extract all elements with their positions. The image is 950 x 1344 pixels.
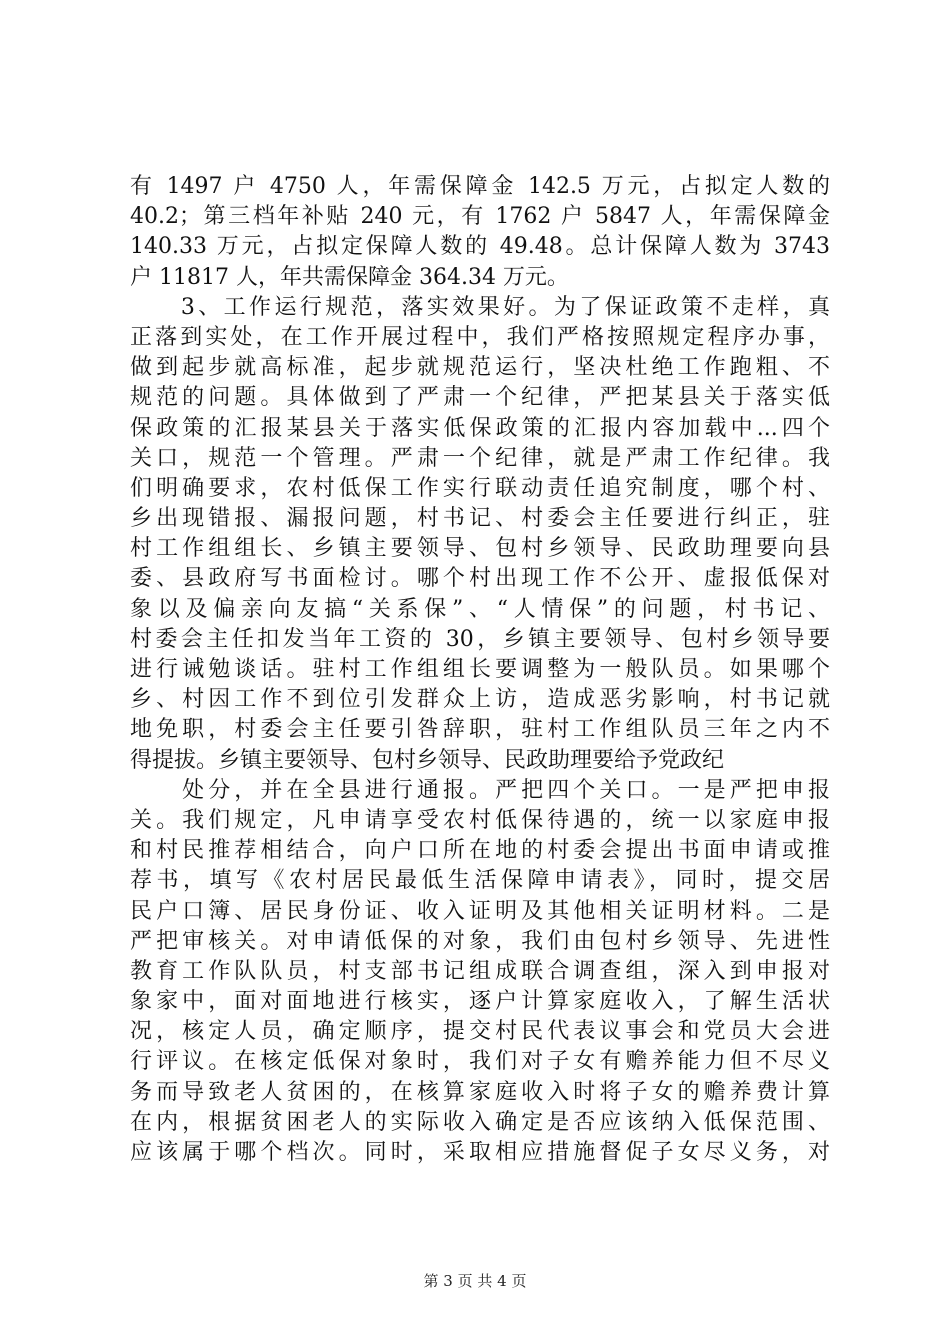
text-line: 荐书，填写《农村居民最低生活保障申请表》，同时，提交居 xyxy=(130,868,830,894)
text-line: 有 1497 户 4750 人，年需保障金 142.5 万元，占拟定人数的 xyxy=(130,174,830,199)
text-line: 得提拔。乡镇主要领导、包村乡领导、民政助理要给予党政纪 xyxy=(130,747,725,773)
text-line: 乡、村因工作不到位引发群众上访，造成恶劣影响，村书记就 xyxy=(130,687,830,713)
text-line: 严把审核关。对申请低保的对象，我们由包村乡领导、先进性 xyxy=(130,928,830,954)
text-line: 村委会主任扣发当年工资的 30，乡镇主要领导、包村乡领导要 xyxy=(130,626,830,652)
text-line: 关。我们规定，凡申请享受农村低保待遇的，统一以家庭申报 xyxy=(130,807,830,833)
text-line: 况，核定人员，确定顺序，提交村民代表议事会和党员大会进 xyxy=(130,1019,830,1045)
text-line: 和村民推荐相结合，向户口所在地的村委会提出书面申请或推 xyxy=(130,838,830,864)
text-line: 村工作组组长、乡镇主要领导、包村乡领导、民政助理要向县 xyxy=(130,536,830,562)
text-line: 应该属于哪个档次。同时，采取相应措施督促子女尽义务，对 xyxy=(130,1140,830,1165)
text-line: 处分，并在全县进行通报。严把四个关口。一是严把申报 xyxy=(130,777,830,803)
text-line: 正落到实处，在工作开展过程中，我们严格按照规定程序办事， xyxy=(130,324,830,350)
text-line: 教育工作队队员，村支部书记组成联合调查组，深入到申报对 xyxy=(130,958,830,984)
text-line: 关口，规范一个管理。严肃一个纪律，就是严肃工作纪律。我 xyxy=(130,445,830,471)
text-line: 进行诫勉谈话。驻村工作组组长要调整为一般队员。如果哪个 xyxy=(130,657,830,682)
text-line: 在内，根据贫困老人的实际收入确定是否应该纳入低保范围、 xyxy=(130,1109,830,1135)
text-line: 保政策的汇报某县关于落实低保政策的汇报内容加载中...四个 xyxy=(130,415,830,441)
text-line: 务而导致老人贫困的，在核算家庭收入时将子女的赡养费计算 xyxy=(130,1079,830,1105)
document-body xyxy=(130,172,830,1168)
text-line: 做到起步就高标准，起步就规范运行，坚决杜绝工作跑粗、不 xyxy=(130,355,830,381)
text-line: 40.2；第三档年补贴 240 元，有 1762 户 5847 人，年需保障金 xyxy=(130,204,830,230)
text-line: 委、县政府写书面检讨。哪个村出现工作不公开、虚报低保对 xyxy=(130,566,830,592)
text-line: 地免职，村委会主任要引咎辞职，驻村工作组队员三年之内不 xyxy=(130,717,830,743)
text-line: 们明确要求，农村低保工作实行联动责任追究制度，哪个村、 xyxy=(130,475,830,501)
text-line: 民户口簿、居民身份证、收入证明及其他相关证明材料。二是 xyxy=(130,898,830,924)
text-line: 140.33 万元，占拟定保障人数的 49.48。总计保障人数为 3743 xyxy=(130,234,830,260)
text-line: 户 11817 人，年共需保障金 364.34 万元。 xyxy=(130,264,569,290)
text-line: 行评议。在核定低保对象时，我们对子女有赡养能力但不尽义 xyxy=(130,1049,830,1075)
text-line: 象家中，面对面地进行核实，逐户计算家庭收入，了解生活状 xyxy=(130,989,830,1015)
page-number-footer: 第 3 页 共 4 页 xyxy=(423,1272,527,1290)
text-line: 象以及偏亲向友搞“关系保”、“人情保”的问题，村书记、 xyxy=(130,596,830,622)
text-line: 乡出现错报、漏报问题，村书记、村委会主任要进行纠正，驻 xyxy=(130,506,830,532)
text-line: 3、工作运行规范，落实效果好。为了保证政策不走样，真 xyxy=(130,294,830,320)
text-line: 规范的问题。具体做到了严肃一个纪律，严把某县关于落实低 xyxy=(130,385,830,411)
